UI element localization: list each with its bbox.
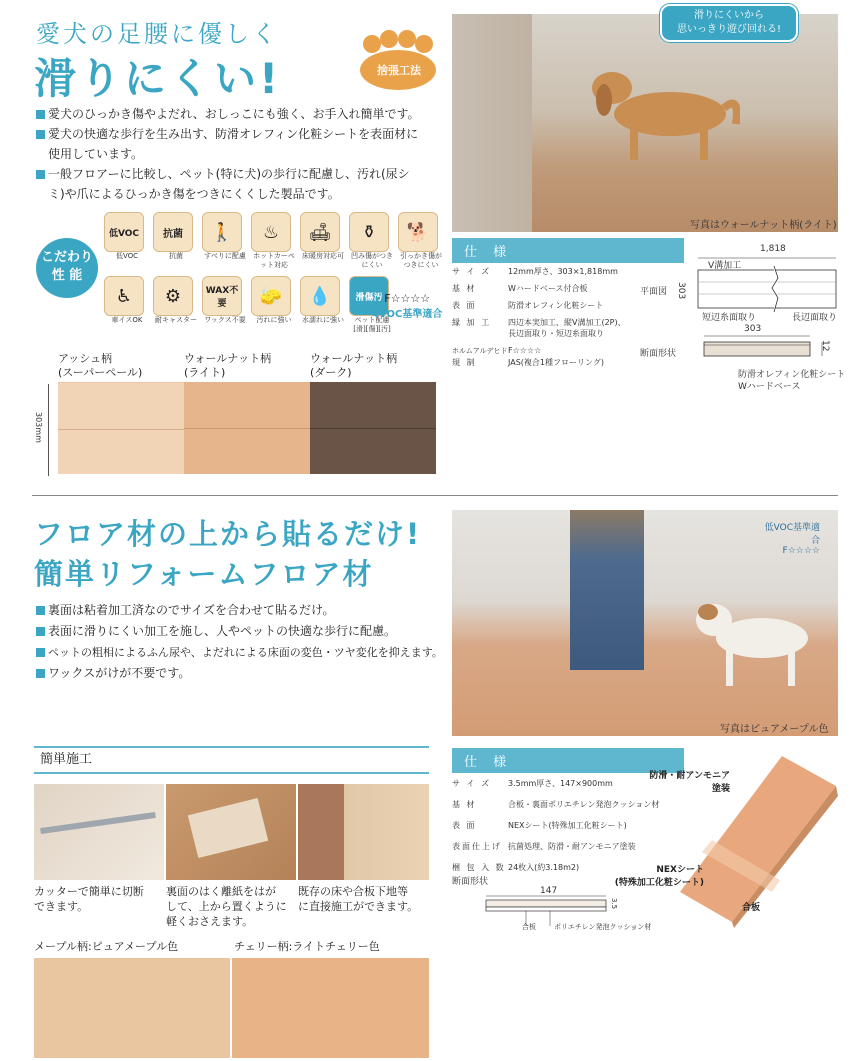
spec-row: 縁 加 工 四辺本実加工、縦V溝加工(2P)、 (452, 318, 626, 327)
section2-width-label: 147 (540, 886, 558, 896)
long-edge-label: 長辺面取り (792, 313, 838, 323)
feature-antibac (153, 212, 199, 270)
section-width-label: 303 (744, 324, 762, 334)
bullet-item: 裏面は粘着加工済なのでサイズを合わせて貼るだけ。 (36, 600, 446, 621)
spec-row: 梱 包 入 数 24枚入(約3.18m2) (452, 863, 580, 872)
kantan-header (34, 746, 429, 774)
bullet-square-icon (36, 627, 45, 636)
feature-label: 引っかき傷がつきにくい (400, 252, 442, 269)
paw-badge (352, 30, 444, 92)
photo1-caption: 写真はウォールナット柄(ライト) (690, 220, 837, 231)
plywood-label: 合板 (522, 923, 536, 931)
diagram-width-label: 1,818 (760, 244, 786, 254)
feature-label: ペット配慮[滑][傷][汚] (353, 316, 391, 333)
legs-silhouette (452, 14, 532, 232)
swatch-ash-sample (58, 382, 184, 474)
thickness-label: 12 (820, 340, 830, 352)
speech-bubble (660, 4, 798, 42)
bullet-item: ペットの粗相によるふん尿や、よだれによる床面の変色・ツヤ変化を抑えます。 (36, 642, 446, 663)
feature-label: 水濡れに強い (302, 316, 344, 324)
feature-label: 車イスOK (111, 316, 143, 324)
bullet-item-cont: ミ)や爪によるひっかき傷をつきにくくした製品です。 (48, 187, 340, 201)
step2-photo (166, 784, 296, 880)
bullet-item: 愛犬の快適な歩行を生み出す、防滑オレフィン化粧シートを表面材に (36, 124, 436, 144)
spec-row: 表 面 防滑オレフィン化粧シート (452, 301, 604, 310)
swatch-size-label: 303mm (34, 412, 43, 443)
swatch-cherry-sample (232, 958, 429, 1058)
spec-row: 表面仕上げ 抗菌処理、防滑・耐アンモニア塗装 (452, 842, 636, 851)
spec-row: サ イ ズ 3.5mm厚さ、147×900mm (452, 779, 613, 788)
spec-row: 規 制 JAS(複合1種フローリング) (452, 358, 604, 367)
certification-4voc: 4VOC基準適合 (372, 309, 443, 320)
feature-icons-row2 (104, 276, 395, 334)
bullet-square-icon (36, 669, 45, 678)
feature-label: 耐キャスター (155, 316, 197, 324)
swatch-maple-sample (34, 958, 230, 1058)
section2-diagram-label: 断面形状 (452, 877, 489, 887)
bullet-item: 愛犬のひっかき傷やよだれ、おしっこにも強く、お手入れ簡単です。 (36, 104, 436, 124)
feature-label: 汚れに強い (256, 316, 292, 324)
feature-label: 抗菌 (169, 252, 183, 260)
feature-caster (153, 276, 199, 334)
swatch-ash (58, 352, 184, 474)
peel-sheet-icon (188, 798, 269, 858)
spec-row: サ イ ズ 12mm厚さ、303×1,818mm (452, 267, 618, 276)
water-resistant-icon: 💧 (300, 276, 340, 316)
feature-floorheat (300, 212, 346, 270)
coating-label: 防滑・耐アンモニア 塗装 (649, 771, 730, 794)
scratch-resistant-icon: 🐕 (398, 212, 438, 252)
swatch-cherry-name: チェリー柄:ライトチェリー色 (234, 940, 380, 953)
spec-row: 表 面 NEXシート(特殊加工化粧シート) (452, 821, 627, 830)
bullet-item: 表面に滑りにくい加工を施し、人やペットの快適な歩行に配慮。 (36, 621, 446, 642)
photo2-caption: 写真はピュアメープル色 (720, 724, 829, 735)
spec-row: 基 材 Wハードベース付合板 (452, 284, 588, 293)
feature-water (300, 276, 346, 334)
feature-label: すべりに配慮 (204, 252, 246, 260)
dog-photo-walnut (452, 14, 838, 232)
feature-nonslip (202, 212, 248, 270)
step2-text: 裏面のはく離紙をはが して、上から置くように 軽くおさえます。 (166, 885, 287, 928)
feature-icons-row1 (104, 212, 444, 270)
diagram-height-label: 303 (676, 282, 686, 300)
pet-care-icon: 滑傷汚 (349, 276, 389, 316)
swatch-walnut-dark (310, 352, 436, 474)
section-diagram (700, 334, 830, 364)
no-wax-icon: WAX不要 (202, 276, 242, 316)
spec2-title: 仕 様 (452, 748, 684, 773)
swatch-name: ウォールナット柄 (310, 352, 398, 365)
bullet-square-icon (36, 606, 45, 615)
feature-label: 低VOC (115, 252, 139, 260)
bullet-square-icon (36, 648, 45, 657)
swatch-name: ウォールナット柄 (184, 352, 272, 365)
step3-text: 既存の床や合板下地等 に直接施工ができます。 (298, 885, 419, 913)
photo2-badge (760, 520, 820, 556)
swatch-name: アッシュ柄 (58, 352, 113, 365)
swatch-subname: (ダーク) (310, 366, 352, 379)
spec1-table (452, 266, 652, 368)
dog-icon (590, 54, 740, 174)
feature-wheelchair (104, 276, 150, 334)
section2-bullets (36, 600, 446, 684)
feature-label: ホットカーペット対応 (253, 252, 295, 269)
person-legs (570, 510, 644, 670)
bullet-square-icon (36, 170, 45, 179)
section2-heading2: 簡単リフォームフロア材 (34, 557, 374, 591)
floor-heating-icon: 🛋 (300, 212, 340, 252)
swatch-subname: (スーパーペール) (58, 366, 143, 379)
board-label: 合板 (742, 903, 761, 913)
nex-label: NEXシート (特殊加工化粧シート) (614, 865, 704, 888)
paw-badge-label: 捨張工法 (377, 64, 421, 77)
swatch-walnut-light-sample (184, 382, 310, 474)
step1-text: カッターで簡単に切断 できます。 (34, 885, 144, 913)
caster-icon: ⚙ (153, 276, 193, 316)
feature-label: 凹み傷がつきにくい (351, 252, 393, 269)
feature-dent (349, 212, 395, 270)
section2-heading1: フロア材の上から貼るだけ! (34, 517, 422, 551)
bullet-square-icon (36, 130, 45, 139)
spec-row: 基 材 合板・裏面ポリエチレン発泡クッション材 (452, 800, 660, 809)
plan-view-label: 平面図 (640, 287, 668, 297)
base-label: Wハードベース (738, 382, 801, 392)
kantan-title: 簡単施工 (40, 752, 93, 767)
stain-resistant-icon: 🧽 (251, 276, 291, 316)
section-view-label: 断面形状 (640, 349, 677, 359)
feature-nowax (202, 276, 248, 334)
kodawari-line1: こだわり (40, 250, 93, 265)
bubble-line1: 滑りにくいから (694, 10, 764, 21)
feature-hotcarpet (251, 212, 297, 270)
spec-row: ホルムアルデヒドF☆☆☆☆ (452, 346, 542, 355)
spec-row: 長辺面取り・短辺糸面取り (508, 329, 604, 338)
swatch-walnut-dark-sample (310, 382, 436, 474)
sheet-label: 防滑オレフィン化粧シート (738, 370, 846, 380)
wood-swatches (58, 352, 436, 474)
photo2-badge-line1: 低VOC基準適合 (764, 523, 820, 546)
ruler-icon (40, 812, 156, 834)
paw-icon (352, 30, 444, 92)
section1-bullets (36, 104, 436, 204)
certification (372, 292, 442, 320)
swatch-maple-name: メープル柄:ピュアメープル色 (34, 940, 179, 953)
step3-photo (298, 784, 429, 880)
section2-thickness-label: 3.5 (610, 898, 618, 910)
bullet-item-cont: 使用しています。 (48, 147, 144, 161)
dent-resistant-icon: ⚱ (349, 212, 389, 252)
kodawari-badge (36, 238, 98, 298)
wheelchair-icon: ♿ (104, 276, 144, 316)
swatch-size-line (48, 384, 49, 476)
low-voc-icon: 低VOC (104, 212, 144, 252)
antibacterial-icon: 抗菌 (153, 212, 193, 252)
foam-label: ポリエチレン発泡クッション材 (554, 923, 652, 931)
swatch-walnut-light (184, 352, 310, 474)
bullet-item: ワックスがけが不要です。 (36, 663, 446, 684)
swatch-subname: (ライト) (184, 366, 226, 379)
section1-heading-small: 愛犬の足腰に優しく (36, 20, 279, 48)
bubble-line2: 思いっきり遊び回れる! (676, 24, 781, 35)
terrier-icon (692, 586, 822, 696)
section-divider (32, 495, 838, 496)
non-slip-icon: 🚶 (202, 212, 242, 252)
bullet-square-icon (36, 110, 45, 119)
feature-label: 床暖房対応可 (302, 252, 344, 260)
bullet-item: 一般フロアーに比較し、ペット(特に犬)の歩行に配慮し、汚れ(尿シ (36, 164, 436, 184)
section1-heading-large: 滑りにくい! (34, 54, 282, 103)
step1-photo (34, 784, 164, 880)
feature-label: ワックス不要 (204, 316, 246, 324)
hot-carpet-icon: ♨ (251, 212, 291, 252)
feature-low-voc (104, 212, 150, 270)
feature-stain (251, 276, 297, 334)
kodawari-line2: 性 能 (51, 268, 83, 283)
short-edge-label: 短辺糸面取り (702, 313, 757, 323)
spec2-table (452, 778, 672, 873)
certification-f4star: F☆☆☆☆ (384, 292, 431, 305)
feature-scratch (398, 212, 444, 270)
photo2-badge-line2: F☆☆☆☆ (782, 546, 820, 556)
v-groove-label: V溝加工 (708, 261, 742, 271)
spec1-title: 仕 様 (452, 238, 684, 263)
